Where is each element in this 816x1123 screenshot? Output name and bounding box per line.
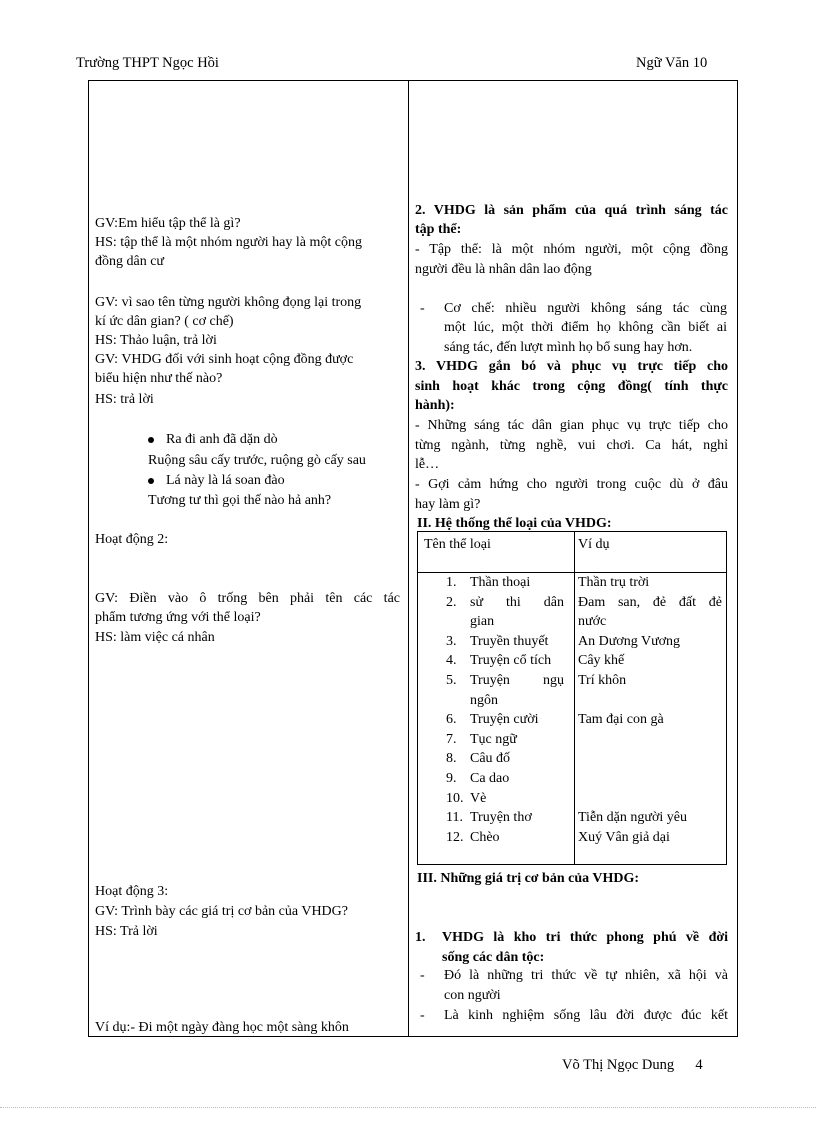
activity-heading: Hoạt động 3: bbox=[95, 884, 169, 899]
table-header: Tên thể loại bbox=[424, 537, 491, 552]
genre-number: 2. bbox=[446, 594, 457, 610]
genre-example: Tiễn dặn người yêu bbox=[578, 810, 687, 826]
question-text: GV: VHDG đối với sinh hoạt cộng đồng được bbox=[95, 352, 354, 367]
genre-example: Thần trụ trời bbox=[578, 575, 650, 590]
school-name: Trường THPT Ngọc Hồi bbox=[76, 55, 219, 71]
question-text: kí ức dân gian? ( cơ chế) bbox=[95, 314, 234, 329]
section-title: II. Hệ thống thể loại của VHDG: bbox=[417, 516, 612, 531]
body-text: hay làm gì? bbox=[415, 497, 481, 512]
body-text: - Gợi cảm hứng cho người trong cuộc dù ở đâu bbox=[415, 477, 728, 492]
question-text: GV: Trình bày các giá trị cơ bản của VHDG? bbox=[95, 904, 348, 919]
section-title: III. Những giá trị cơ bản của VHDG: bbox=[417, 871, 640, 886]
genre-name: Câu đố bbox=[470, 751, 511, 767]
answer-text: HS: trả lời bbox=[95, 392, 154, 407]
genre-name: Truyện ngụ bbox=[470, 673, 564, 688]
genre-name: Truyện thơ bbox=[470, 810, 532, 826]
genre-name: sử thi dân bbox=[470, 594, 564, 610]
genre-example: Xuý Vân giả dại bbox=[578, 829, 670, 845]
genre-name: Vè bbox=[470, 790, 487, 806]
list-number: 1. bbox=[415, 930, 426, 945]
body-text: một lúc, một thời điểm họ không cần biết ai bbox=[444, 320, 727, 335]
genre-number: 8. bbox=[446, 751, 457, 767]
section-title: 3. VHDG gắn bó và phục vụ trực tiếp cho bbox=[415, 359, 728, 374]
page-bottom-border bbox=[0, 1107, 816, 1108]
dash-marker: - bbox=[420, 1008, 425, 1023]
genre-example: nước bbox=[578, 614, 607, 630]
section-title: tập thể: bbox=[415, 222, 462, 237]
genre-example: An Dương Vương bbox=[578, 633, 681, 649]
subject-name: Ngữ Văn 10 bbox=[636, 55, 708, 71]
answer-text: HS: Trả lời bbox=[95, 924, 158, 939]
question-text: biểu hiện như thế nào? bbox=[95, 371, 223, 386]
dash-marker: - bbox=[420, 301, 425, 316]
dash-marker: - bbox=[420, 968, 425, 983]
body-text: Cơ chế: nhiều người không sáng tác cùng bbox=[444, 301, 727, 316]
body-text: - Những sáng tác dân gian phục vụ trực tiếp cho bbox=[415, 418, 728, 433]
genre-example: Tam đại con gà bbox=[578, 712, 664, 728]
page-number: 4 bbox=[695, 1057, 703, 1073]
activity-heading: Hoạt động 2: bbox=[95, 532, 169, 547]
genre-number: 1. bbox=[446, 575, 457, 590]
question-text: phẩm tương ứng với thể loại? bbox=[95, 610, 261, 625]
genre-number: 6. bbox=[446, 712, 457, 728]
body-text: - Tập thể: là một nhóm người, một cộng đồng bbox=[415, 242, 728, 257]
example-text: Ví dụ:- Đi một ngày đàng học một sàng khôn bbox=[95, 1020, 349, 1035]
genre-number: 12. bbox=[446, 829, 464, 845]
genre-number: 7. bbox=[446, 731, 457, 747]
body-text: Là kinh nghiệm sống lâu đời được đúc kết bbox=[444, 1008, 728, 1023]
body-text: từng ngành, từng nghề, vui chơi. Ca hát, nghỉ bbox=[415, 438, 728, 453]
table-header: Ví dụ bbox=[578, 537, 610, 552]
answer-text: HS: làm việc cá nhân bbox=[95, 630, 215, 645]
genre-name: Truyền thuyết bbox=[470, 633, 549, 649]
poem-line: Ra đi anh đã dặn dò bbox=[148, 430, 278, 449]
author-name: Võ Thị Ngọc Dung bbox=[562, 1057, 675, 1073]
genre-example: Trí khôn bbox=[578, 673, 627, 688]
genre-name: Thần thoại bbox=[470, 575, 531, 590]
question-text: GV:Em hiểu tập thể là gì? bbox=[95, 216, 241, 231]
genre-name: ngôn bbox=[470, 692, 498, 708]
genre-name: gian bbox=[470, 614, 495, 630]
body-text: sáng tác, đến lượt mình họ bổ sung hay hơn. bbox=[444, 340, 693, 355]
question-text: GV: Điền vào ô trống bên phải tên các tác bbox=[95, 591, 400, 606]
bullet-icon bbox=[148, 437, 154, 443]
genre-name: Chèo bbox=[470, 829, 500, 845]
answer-text: HS: tập thể là một nhóm người hay là một cộng bbox=[95, 235, 362, 250]
poem-line: Ruộng sâu cấy trước, ruộng gò cấy sau bbox=[148, 453, 366, 468]
genre-number: 11. bbox=[446, 810, 463, 826]
genre-name: Ca dao bbox=[470, 771, 510, 786]
genre-number: 4. bbox=[446, 653, 457, 669]
genre-example: Cây khế bbox=[578, 653, 625, 669]
section-title: 2. VHDG là sản phẩm của quá trình sáng tác bbox=[415, 203, 728, 218]
genre-example: Đam san, đẻ đất đẻ bbox=[578, 594, 722, 610]
body-text: lễ… bbox=[415, 457, 440, 472]
genre-number: 10. bbox=[446, 790, 464, 806]
section-title: sinh hoạt khác trong cộng đồng( tính thực bbox=[415, 379, 728, 394]
question-text: GV: vì sao tên từng người không đọng lại trong bbox=[95, 295, 362, 310]
answer-text: HS: Thảo luận, trả lời bbox=[95, 333, 217, 348]
genre-name: Tục ngữ bbox=[470, 731, 517, 747]
section-title: VHDG là kho tri thức phong phú về đời bbox=[442, 930, 728, 945]
column-divider bbox=[408, 80, 409, 1037]
poem-line: Tương tư thì gọi thế nào hả anh? bbox=[148, 493, 332, 508]
genre-name: Truyện cười bbox=[470, 712, 539, 728]
bullet-icon bbox=[148, 478, 154, 484]
answer-text: đồng dân cư bbox=[95, 254, 165, 269]
poem-line: Lá này là lá soan đào bbox=[148, 471, 285, 490]
section-title: sống các dân tộc: bbox=[442, 950, 545, 965]
body-text: Đó là những tri thức về tự nhiên, xã hội và bbox=[444, 968, 728, 983]
genre-number: 5. bbox=[446, 673, 457, 688]
section-title: hành): bbox=[415, 398, 455, 413]
body-text: người đều là nhân dân lao động bbox=[415, 262, 592, 277]
genre-number: 3. bbox=[446, 633, 457, 649]
genre-number: 9. bbox=[446, 771, 457, 786]
genre-name: Truyện cổ tích bbox=[470, 653, 552, 669]
page-footer bbox=[562, 1057, 703, 1074]
body-text: con người bbox=[444, 988, 501, 1003]
